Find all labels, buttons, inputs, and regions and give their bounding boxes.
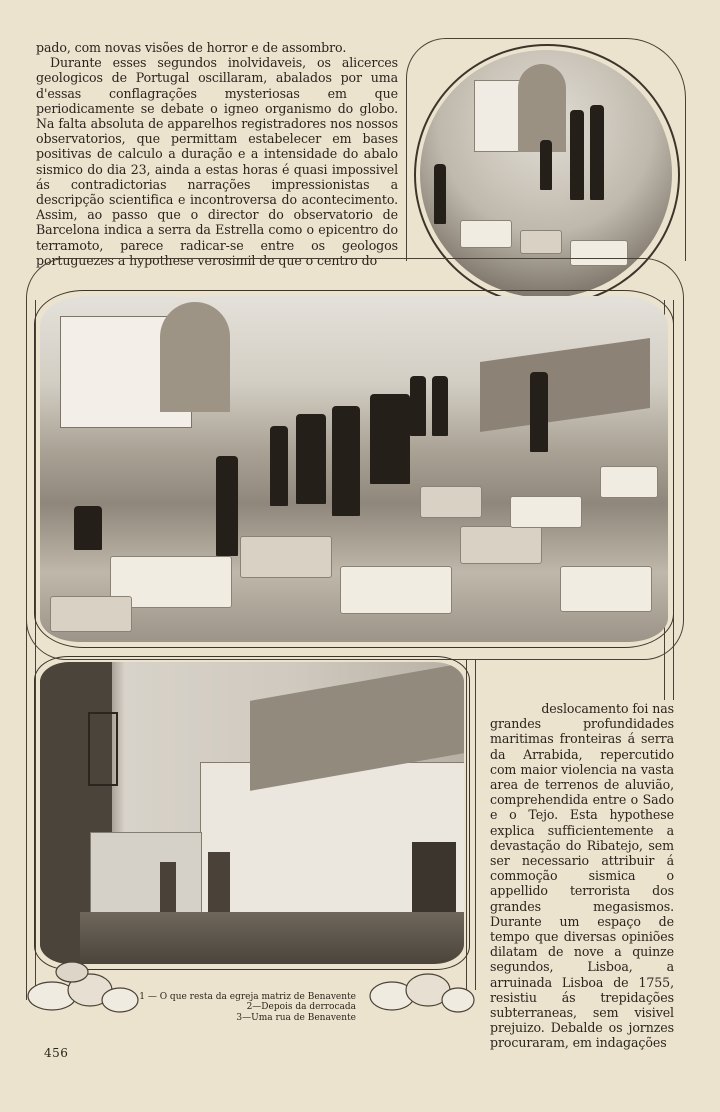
figure-group [296, 414, 326, 504]
figure-group [332, 406, 360, 516]
rubble [510, 496, 582, 528]
figure [270, 426, 288, 506]
doorway [160, 862, 176, 912]
caption-1: 1 — O que resta da egreja matriz de Benavente [139, 992, 356, 1002]
stones-ornament-left [22, 950, 142, 1020]
caption-2: 2—Depois da derrocada [246, 1002, 356, 1013]
rubble [560, 566, 652, 612]
figure [74, 506, 102, 550]
balcony [88, 712, 118, 786]
figure [530, 372, 548, 452]
collapsed-roof [480, 338, 650, 432]
figure [216, 456, 238, 556]
article-text-top [36, 40, 398, 268]
doorway [208, 852, 230, 912]
stones-ornament-right [366, 954, 478, 1020]
figure [432, 376, 448, 436]
article-right-first-line: deslocamento foi nas [541, 701, 674, 716]
page-number: 456 [44, 1046, 69, 1060]
house-far [90, 832, 202, 914]
article-paragraph-3: grandes profundidades maritimas fronteiras á serra da Arrabida, repercutido com maior violencia na vasta area de terrenos de aluvião, comprehendida entre o Sado e o Tejo. Esta hypothese explica sufficientemente a devastação do Ribatejo, sem ser necessario attribuir á commoção sismica o appellido terrorista dos grandes megasismos. Durante um espaço de tempo que diversas opiniões dilatam de nove a quinze segundos, Lisboa, a arruinada Lisboa de 1755, resistiu ás trepidações subterraneas, sem visivel prejuizo. Debalde os jornzes procuraram, em indagações [490, 716, 674, 1051]
article-paragraph-2: Durante esses segundos inolvidaveis, os alicerces geologicos de Portugal oscillaram, abalados por uma d'essas conflagrações mysteriosas em que periodicamente se debate o igneo organismo do globo. Na falta absoluta de apparelhos registradores nos nossos observatorios, que permittam estabelecer em bases positivas de calculo a duração e a intensidade do abalo sismico do dia 23, ainda a estas horas é quasi impossivel ás contradictorias narrações impressionistas a descripção scientifica e incontroversa do acontecimento. Assim, ao passo que o director do observatorio de Barcelona indica a serra da Estrella como o epicentro do terramoto, parece radicar-se entre os geologos portuguezes a hypothese verosimil de que o centro do [36, 55, 398, 268]
rubble [50, 596, 132, 632]
photo-street-benavente [40, 662, 464, 964]
photo-after-collapse [40, 296, 668, 642]
rubble [460, 526, 542, 564]
figure [410, 376, 426, 436]
caption-3: 3—Uma rua de Benavente [236, 1012, 356, 1023]
article-paragraph-1: pado, com novas visões de horror e de assombro. [36, 40, 347, 55]
figure-group [370, 394, 410, 484]
rubble [420, 486, 482, 518]
rubble [240, 536, 332, 578]
article-text-right [490, 701, 674, 1051]
rubble [340, 566, 452, 614]
rubble [600, 466, 658, 498]
ruined-arch [160, 302, 230, 412]
photo-captions [130, 992, 356, 1023]
decorative-border [406, 38, 686, 261]
